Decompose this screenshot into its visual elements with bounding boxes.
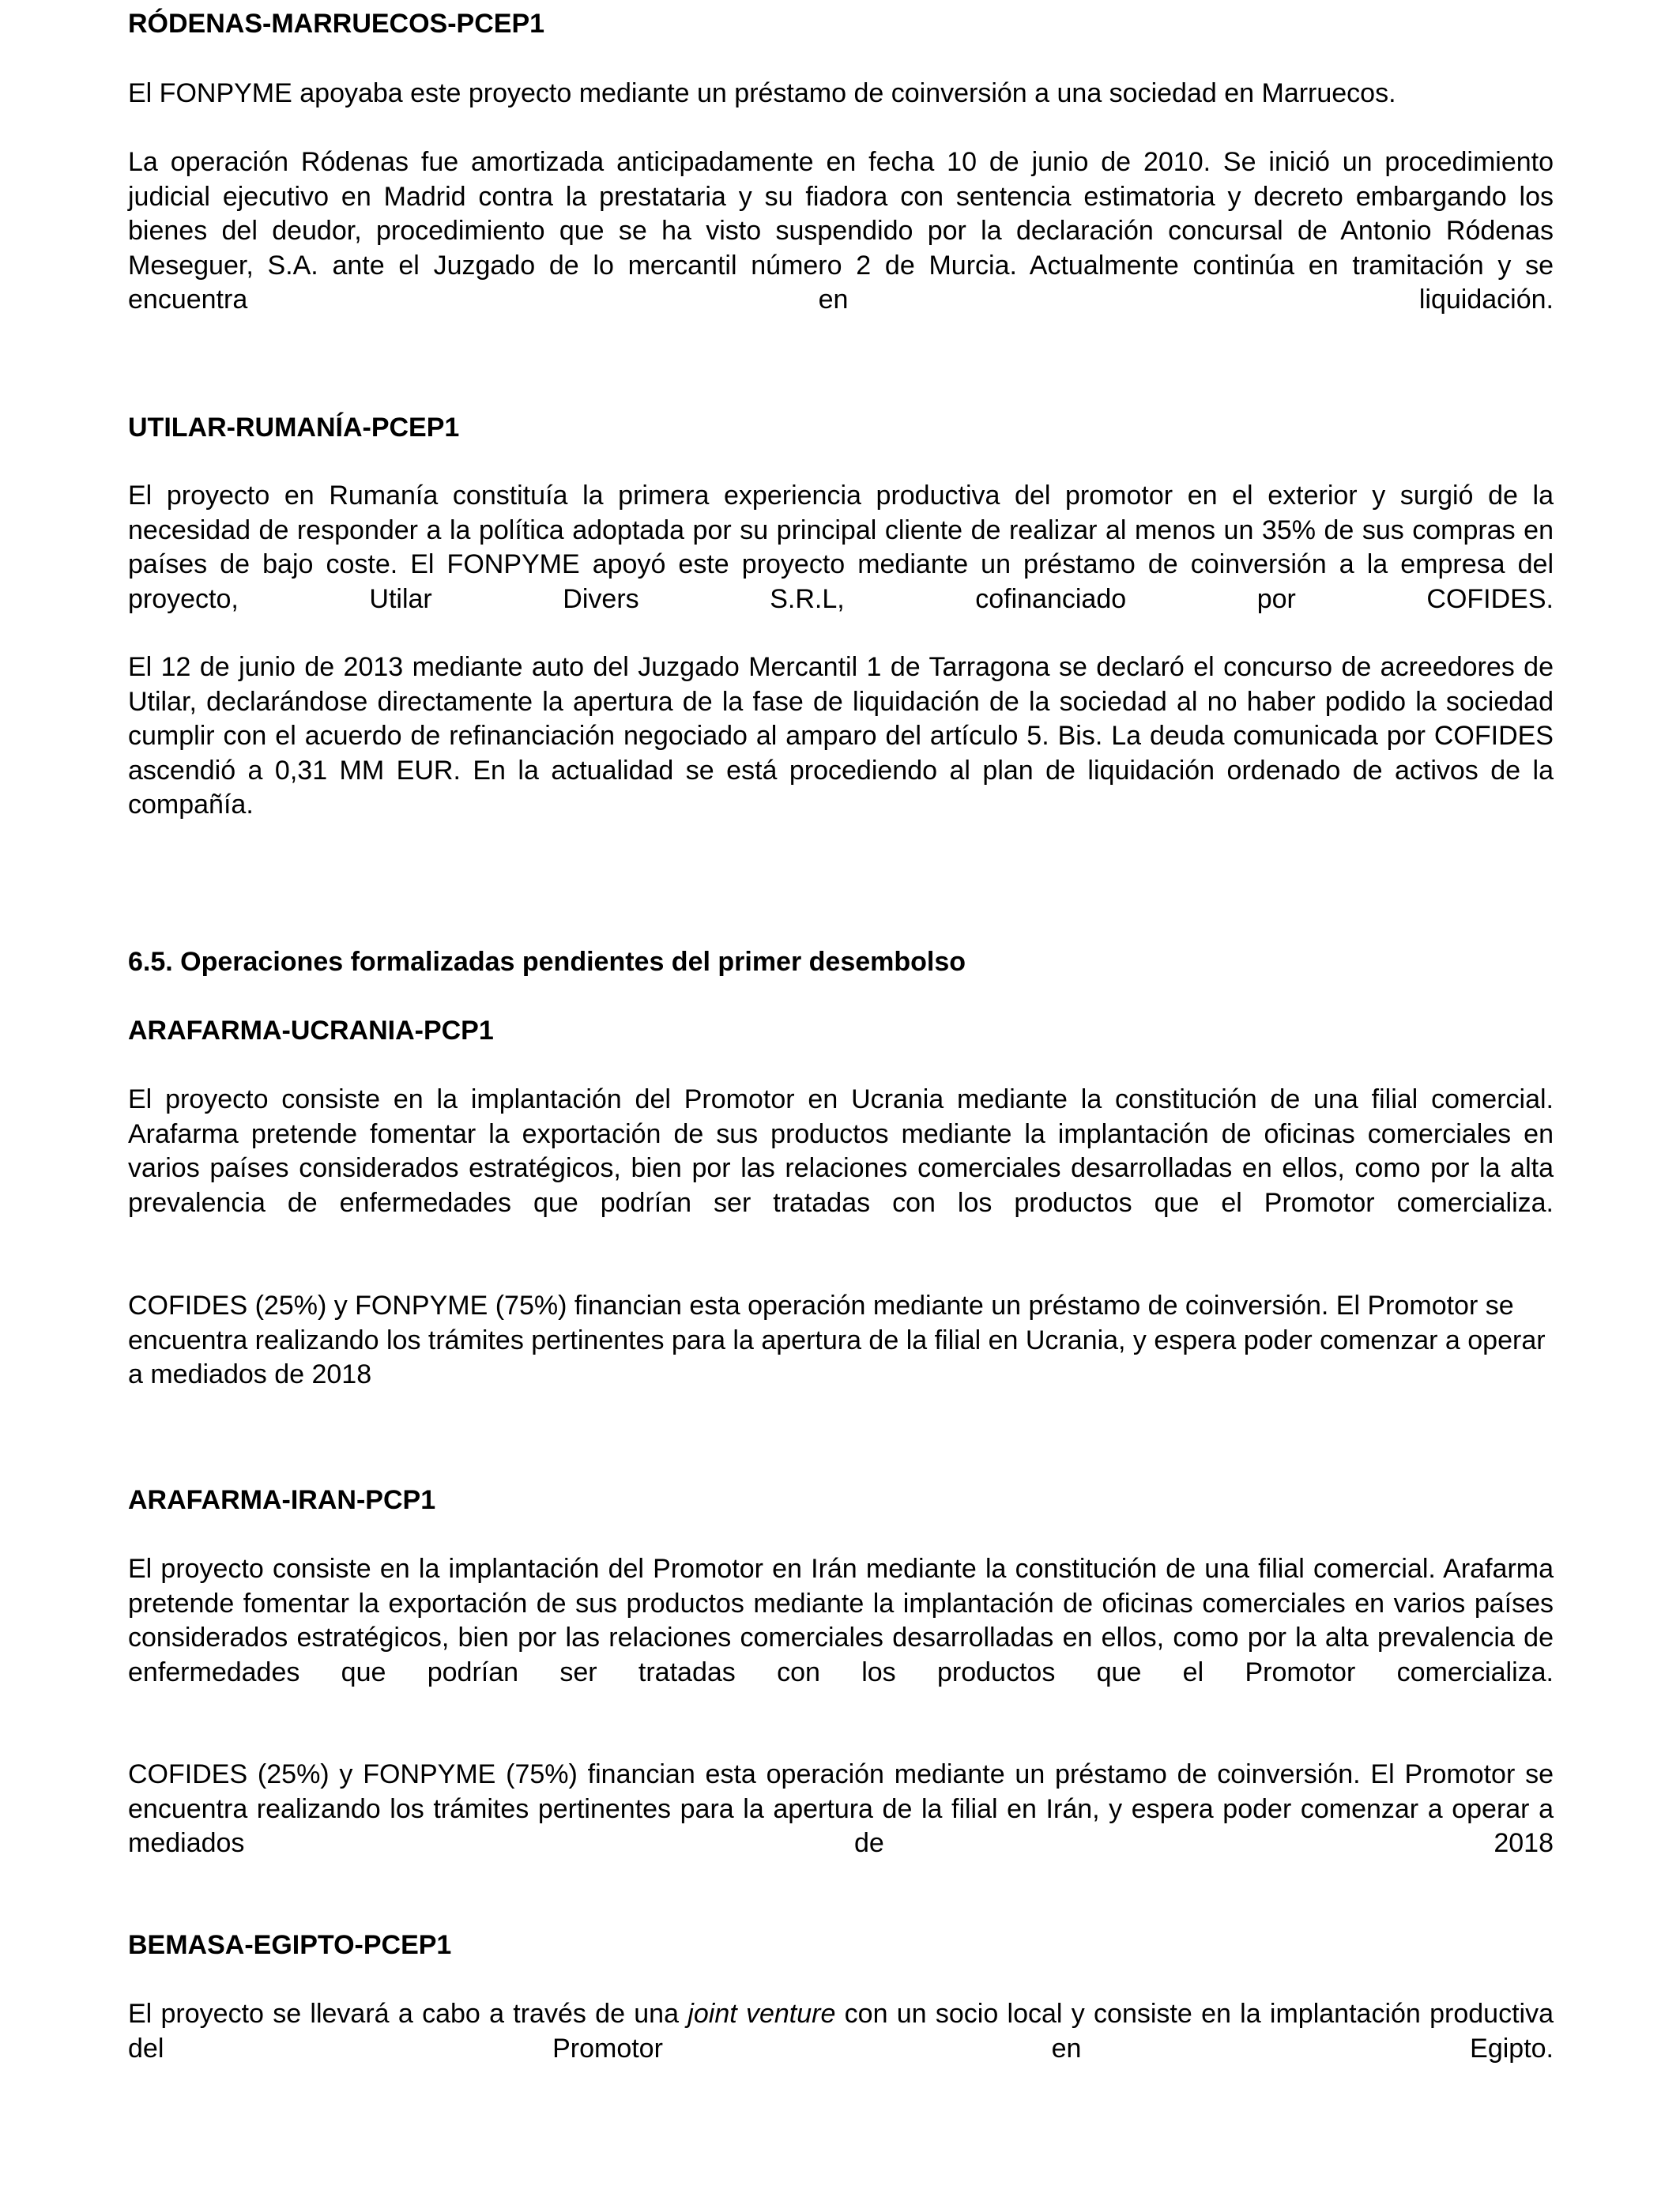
paragraph-bemasa-text-end: con un socio local y consiste en la implantación productiva del Promotor en Egipto. bbox=[128, 1999, 1554, 2064]
paragraph-ucrania-2: COFIDES (25%) y FONPYME (75%) financian esta operación mediante un préstamo de coinversión. El Promotor se encuentra realizando los trámites pertinentes para la apertura de la filial en Ucrania, y espera poder comenzar a operar a mediados de 2018 bbox=[128, 1291, 1546, 1389]
section-heading-6-5: 6.5. Operaciones formalizadas pendientes del primer desembolso bbox=[128, 947, 966, 977]
paragraph-rodenas-2: La operación Ródenas fue amortizada anticipadamente en fecha 10 de junio de 2010. Se inició un procedimiento judicial ejecutivo en Madrid contra la prestataria y su fiadora con sentencia estimatoria y decreto embargando los bienes del deudor, procedimiento que se ha visto suspendido por la declaración concursal de Antonio Ródenas Meseguer, S.A. ante el Juzgado de lo mercantil número 2 de Murcia. Actualmente continúa en tramitación y se encuentra en liquidación. bbox=[128, 147, 1554, 315]
paragraph-iran-2: COFIDES (25%) y FONPYME (75%) financian esta operación mediante un préstamo de coinversión. El Promotor se encuentra realizando los trámites pertinentes para la apertura de la filial en Irán, y espera poder comenzar a operar a mediados de 2018 bbox=[128, 1759, 1554, 1858]
paragraph-rodenas-1: El FONPYME apoyaba este proyecto mediante un préstamo de coinversión a una sociedad en Marruecos. bbox=[128, 78, 1396, 108]
joint-venture-term: joint venture bbox=[687, 1999, 836, 2029]
paragraph-bemasa-1 bbox=[128, 1997, 1554, 2101]
heading-arafarma-iran: ARAFARMA-IRAN-PCP1 bbox=[128, 1485, 436, 1515]
paragraph-utilar-1: El proyecto en Rumanía constituía la primera experiencia productiva del promotor en el exterior y surgió de la necesidad de responder a la política adoptada por su principal cliente de realizar al menos un 35% de sus compras en países de bajo coste. El FONPYME apoyó este proyecto mediante un préstamo de coinversión a la empresa del proyecto, Utilar Divers S.R.L, cofinanciado por COFIDES. bbox=[128, 481, 1554, 614]
paragraph-ucrania-1: El proyecto consiste en la implantación del Promotor en Ucrania mediante la constitución de una filial comercial. Arafarma pretende fomentar la exportación de sus productos mediante la implantación de oficinas comerciales en varios países considerados estratégicos, bien por las relaciones comerciales desarrolladas en ellos, como por la alta prevalencia de enfermedades que podrían ser tratadas con los productos que el Promotor comercializa. bbox=[128, 1084, 1554, 1218]
heading-bemasa-egipto: BEMASA-EGIPTO-PCEP1 bbox=[128, 1930, 452, 1960]
heading-arafarma-ucrania: ARAFARMA-UCRANIA-PCP1 bbox=[128, 1016, 494, 1046]
paragraph-bemasa-text-start: El proyecto se llevará a cabo a través de una bbox=[128, 1999, 688, 2029]
heading-utilar: UTILAR-RUMANÍA-PCEP1 bbox=[128, 413, 460, 443]
paragraph-utilar-2: El 12 de junio de 2013 mediante auto del Juzgado Mercantil 1 de Tarragona se declaró el concurso de acreedores de Utilar, declarándose directamente la apertura de la fase de liquidación de la sociedad al no haber podido la sociedad cumplir con el acuerdo de refinanciación negociado al amparo del artículo 5. Bis. La deuda comunicada por COFIDES ascendió a 0,31 MM EUR. En la actualidad se está procediendo al plan de liquidación ordenado de activos de la compañía. bbox=[128, 652, 1554, 820]
heading-rodenas: RÓDENAS-MARRUECOS-PCEP1 bbox=[128, 9, 545, 39]
paragraph-iran-1: El proyecto consiste en la implantación del Promotor en Irán mediante la constitución de una filial comercial. Arafarma pretende fomentar la exportación de sus productos mediante la implantación de oficinas comerciales en varios países considerados estratégicos, bien por las relaciones comerciales desarrolladas en ellos, como por la alta prevalencia de enfermedades que podrían ser tratadas con los productos que el Promotor comercializa. bbox=[128, 1554, 1554, 1687]
